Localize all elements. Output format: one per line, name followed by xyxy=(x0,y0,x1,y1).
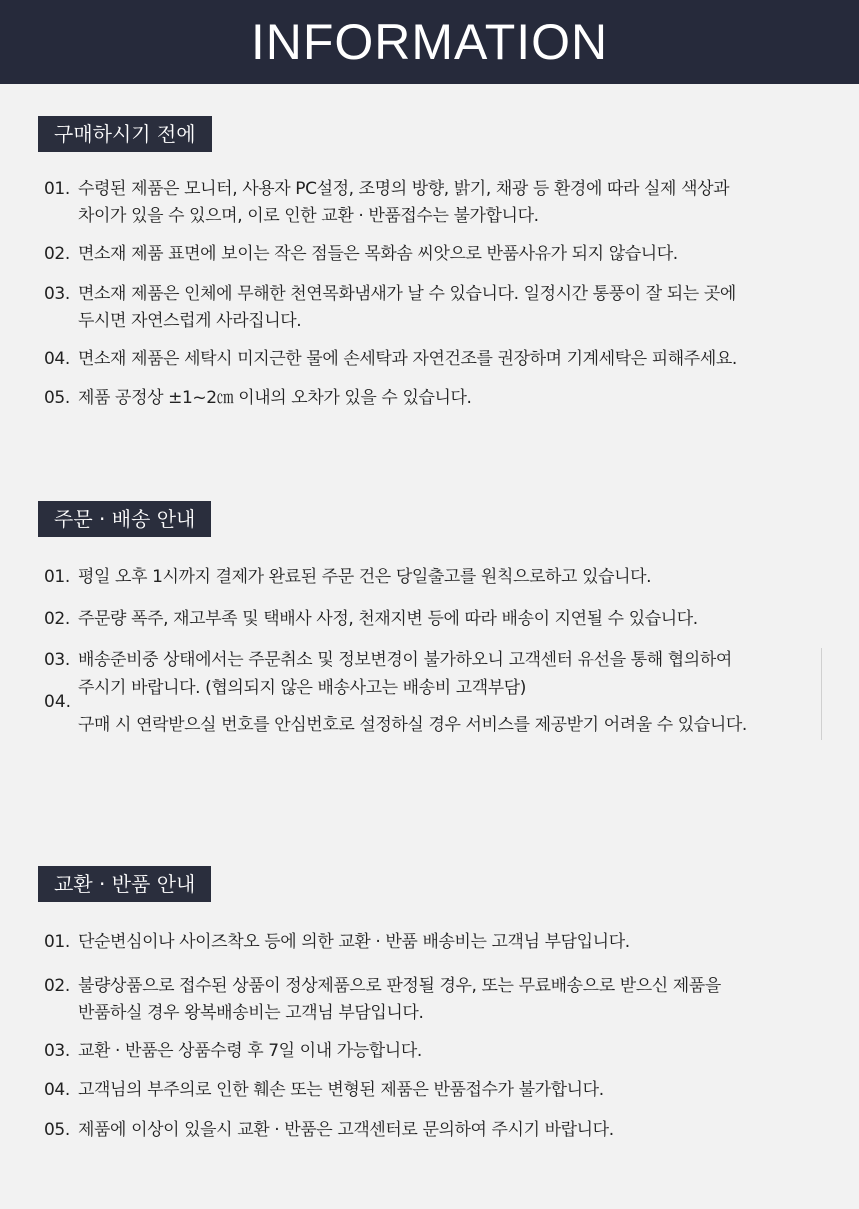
item-number: 01. xyxy=(44,179,70,199)
item-text: 단순변심이나 사이즈착오 등에 의한 교환 · 반품 배송비는 고객님 부담입니다. xyxy=(78,932,630,952)
item-text: 불량상품으로 접수된 상품이 정상제품으로 판정될 경우, 또는 무료배송으로 받으신 제품을 xyxy=(78,976,721,996)
item-text: 주문량 폭주, 재고부족 및 택배사 사정, 천재지변 등에 따라 배송이 지연될 수 있습니다. xyxy=(78,609,698,629)
list-item xyxy=(44,238,678,270)
item-number: 05. xyxy=(44,1120,70,1140)
section-title-before-purchase: 구매하시기 전에 xyxy=(38,116,212,152)
item-text: 제품에 이상이 있을시 교환 · 반품은 고객센터로 문의하여 주시기 바랍니다. xyxy=(78,1120,614,1140)
item-text: 수령된 제품은 모니터, 사용자 PC설정, 조명의 방향, 밝기, 채광 등 환경에 따라 실제 색상과 xyxy=(78,179,730,199)
item-text: 구매 시 연락받으실 번호를 안심번호로 설정하실 경우 서비스를 제공받기 어려울 수 있습니다. xyxy=(78,715,747,735)
item-number: 02. xyxy=(44,244,70,264)
section-title-order-shipping: 주문 · 배송 안내 xyxy=(38,501,211,537)
item-number: 03. xyxy=(44,1041,70,1061)
item-number: 03. xyxy=(44,284,70,304)
list-item xyxy=(44,1035,422,1067)
item-text: 교환 · 반품은 상품수령 후 7일 이내 가능합니다. xyxy=(78,1041,422,1061)
item-text: 배송준비중 상태에서는 주문취소 및 정보변경이 불가하오니 고객센터 유선을 통해 협의하여 xyxy=(78,650,732,670)
item-number: 03. xyxy=(44,650,70,670)
divider-line xyxy=(821,648,822,740)
item-number: 04. xyxy=(44,349,70,369)
item-number: 02. xyxy=(44,976,70,996)
item-number: 04. xyxy=(44,692,72,712)
list-item xyxy=(44,603,698,635)
list-item xyxy=(44,343,737,375)
item-text-continued: 차이가 있을 수 있으며, 이로 인한 교환 · 반품접수는 불가합니다. xyxy=(78,206,539,226)
item-text-continued: 반품하실 경우 왕복배송비는 고객님 부담입니다. xyxy=(78,1003,424,1023)
item-text-continued: 두시면 자연스럽게 사라집니다. xyxy=(78,311,302,331)
item-text: 고객님의 부주의로 인한 훼손 또는 변형된 제품은 반품접수가 불가합니다. xyxy=(78,1080,604,1100)
item-text: 제품 공정상 ±1~2㎝ 이내의 오차가 있을 수 있습니다. xyxy=(78,388,472,408)
list-item xyxy=(44,1114,614,1146)
section-title-exchange-return: 교환 · 반품 안내 xyxy=(38,866,211,902)
list-item xyxy=(44,561,651,593)
item-number: 01. xyxy=(44,932,70,952)
item-number: 05. xyxy=(44,388,70,408)
list-item xyxy=(44,382,472,414)
page-title: INFORMATION xyxy=(250,14,609,70)
item-number: 02. xyxy=(44,609,70,629)
item-text: 평일 오후 1시까지 결제가 완료된 주문 건은 당일출고를 원칙으로하고 있습니다. xyxy=(78,567,652,587)
item-number: 01. xyxy=(44,567,70,587)
item-text-continued: 주시기 바랍니다. (협의되지 않은 배송사고는 배송비 고객부담) xyxy=(78,678,527,698)
item-text: 면소재 제품은 세탁시 미지근한 물에 손세탁과 자연건조를 권장하며 기계세탁은 피해주세요. xyxy=(78,349,737,369)
item-number: 04. xyxy=(44,1080,70,1100)
list-item xyxy=(44,926,630,958)
list-item xyxy=(44,1074,604,1106)
item-text: 면소재 제품은 인체에 무해한 천연목화냄새가 날 수 있습니다. 일정시간 통풍이 잘 되는 곳에 xyxy=(78,284,736,304)
page-header xyxy=(0,0,859,84)
item-text: 면소재 제품 표면에 보이는 작은 점들은 목화솜 씨앗으로 반품사유가 되지 않습니다. xyxy=(78,244,678,264)
